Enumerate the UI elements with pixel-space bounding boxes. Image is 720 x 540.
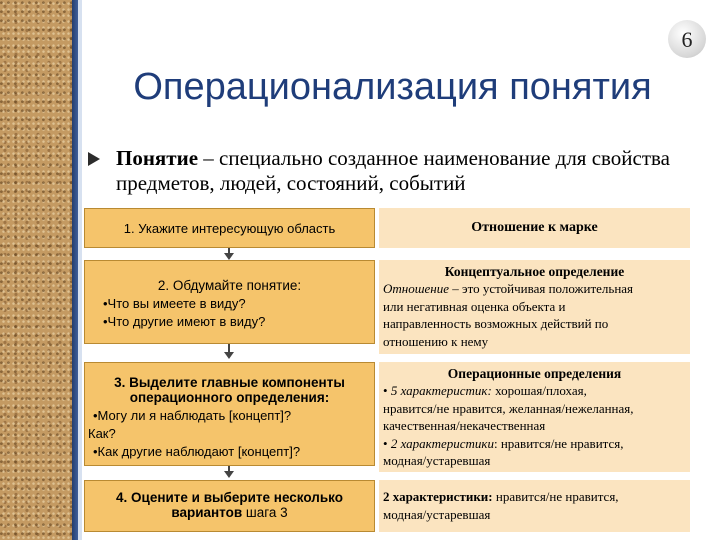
example-3-item-1-label: 5 характеристик: [390,383,492,398]
step-4-subtitle [85,505,374,520]
example-2-term: Отношение [383,281,450,296]
example-2-line-1 [383,280,686,298]
concept-definition [116,146,691,196]
example-3-item-2-line-2: модная/устаревшая [383,453,491,468]
concept-definition-text: – специально созданное наименование для свойства предметов, людей, состояний, событий [116,146,670,195]
flow-arrow-head [224,471,234,478]
step-2-title: 2. Обдумайте понятие: [157,278,302,293]
example-3-heading: Операционные определения [447,366,622,381]
decorative-texture-strip [0,0,72,540]
example-1-text: Отношение к марке [471,220,598,235]
example-2-heading: Концептуальное определение [444,264,625,279]
decorative-light-stripe [78,0,82,540]
example-3-box [379,362,690,472]
example-3-item-2-text: : нравится/не нравится, [493,435,624,451]
step-4-title: 4. Оцените и выберите несколько [116,490,343,505]
example-3-item-1-text: хорошая/плохая, [491,383,587,398]
step-3-box [84,362,375,466]
example-2-line-3: направленность возможных действий по [383,316,609,331]
step-3-title-line-1: 3. Выделите главные компоненты [114,375,345,390]
arrow-bullet-icon [88,152,100,166]
step-1-box [84,208,375,248]
example-4-line-2: модная/устаревшая [383,506,491,522]
step-4-box [84,480,375,532]
flow-arrow-head [224,253,234,260]
example-1-box [379,208,690,248]
step-3-title-line-2: операционного определения: [129,390,330,405]
flow-arrow-head [224,352,234,359]
step-2-box [84,260,375,344]
example-2-box [379,260,690,354]
step-4-subtitle-rest: шага 3 [242,505,288,520]
step-3-question-2: •Как другие наблюдают [концепт]? [93,444,301,459]
example-4-text: нравится/не нравится, [492,489,619,504]
slide-number-badge: 6 [668,20,706,58]
example-2-text-1: – это устойчивая положительная [449,281,634,296]
example-3-item-2-label: 2 характеристики [390,435,494,451]
step-4-subtitle-bold: вариантов [171,505,243,520]
slide-title: Операционализация понятия [133,66,652,108]
step-1-text: 1. Укажите интересующую область [123,221,336,236]
example-4-line-1 [383,488,686,506]
step-3-question-1: •Могу ли я наблюдать [концепт]? [93,408,292,423]
example-2-line-4: отношению к нему [383,333,489,349]
step-2-question-1: •Что вы имеете в виду? [103,296,246,311]
concept-term: Понятие [116,146,199,170]
example-3-item-1-line-1: • 5 характеристик: хорошая/плохая, [383,383,587,398]
step-2-question-2: •Что другие имеют в виду? [103,314,266,329]
example-3-item-1-line-3: качественная/некачественная [383,418,546,433]
example-2-line-2: или негативная оценка объекта и [383,298,566,314]
step-3-question-1-how: Как? [88,426,116,441]
example-3-item-2-line-1: • 2 характеристики: нравится/не нравится, [383,435,624,451]
example-4-label: 2 характеристики: [383,489,493,504]
example-3-item-1-line-2: нравится/не нравится, желанная/нежеланная, [383,400,634,416]
example-4-box [379,480,690,532]
